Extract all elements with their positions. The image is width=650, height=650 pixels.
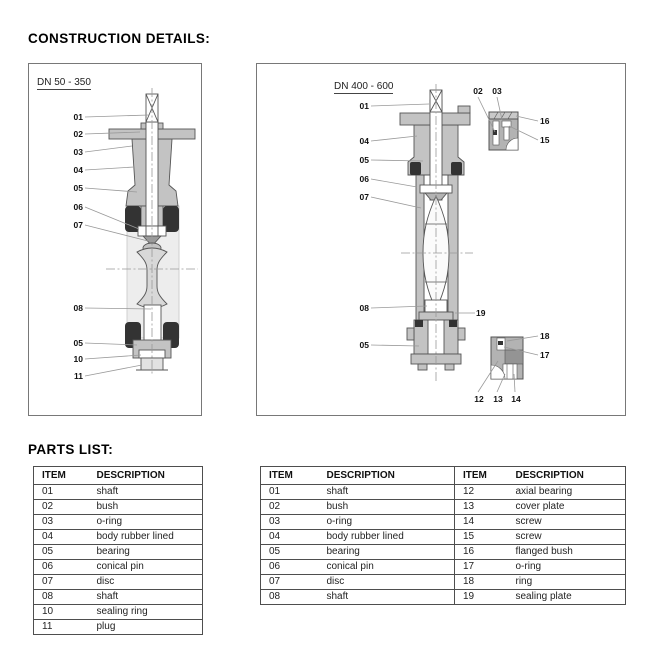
item-cell: 01: [34, 485, 89, 500]
valve-drawing-dn400-600: [257, 64, 625, 415]
table-header-row: [261, 467, 626, 485]
table-row: [261, 575, 626, 590]
item-cell: 01: [261, 485, 319, 500]
item-cell: 11: [34, 620, 89, 635]
callout-06: 06: [73, 202, 83, 212]
callout-07: 07: [359, 192, 369, 202]
callout-01: 01: [73, 112, 83, 122]
description-cell: conical pin: [319, 560, 455, 575]
description-cell: shaft: [89, 485, 203, 500]
table-row: [34, 620, 203, 635]
callout-04: 04: [359, 136, 369, 146]
table-row: [34, 575, 203, 590]
col-header-description: DESCRIPTION: [319, 467, 455, 485]
table-row: [34, 485, 203, 500]
table-row: [34, 515, 203, 530]
col-header-item: ITEM: [34, 467, 89, 485]
description-cell: bush: [319, 500, 455, 515]
description-cell: conical pin: [89, 560, 203, 575]
item-cell: 02: [34, 500, 89, 515]
dn-range-label: DN 50 - 350: [37, 77, 91, 88]
description-cell-2: axial bearing: [508, 485, 626, 500]
description-cell-2: flanged bush: [508, 545, 626, 560]
callout-05: 05: [359, 155, 369, 165]
description-cell: shaft: [89, 590, 203, 605]
callout-06: 06: [359, 174, 369, 184]
construction-details-title: CONSTRUCTION DETAILS:: [28, 31, 211, 46]
diagram-box-dn50-350: [28, 63, 202, 416]
description-cell-2: screw: [508, 515, 626, 530]
callout-14: 14: [511, 394, 521, 404]
callout-04: 04: [73, 165, 83, 175]
description-cell: sealing ring: [89, 605, 203, 620]
table-row: [34, 500, 203, 515]
item-cell: 06: [34, 560, 89, 575]
col-header-item-2: ITEM: [455, 467, 508, 485]
callout-10: 10: [73, 354, 83, 364]
valve-drawing-dn50-350: [29, 64, 201, 415]
callout-16: 16: [540, 116, 550, 126]
table-row: [34, 545, 203, 560]
table-row: [261, 545, 626, 560]
item-cell: 04: [34, 530, 89, 545]
callout-05: 05: [73, 183, 83, 193]
table-row: [34, 590, 203, 605]
callout-19: 19: [476, 308, 486, 318]
description-cell-2: o-ring: [508, 560, 626, 575]
item-cell: 03: [34, 515, 89, 530]
item-cell: 10: [34, 605, 89, 620]
detail-inset-bottom: [491, 337, 523, 379]
col-header-description: DESCRIPTION: [89, 467, 203, 485]
callout-13: 13: [493, 394, 503, 404]
callout-08: 08: [359, 303, 369, 313]
dn-range-label: DN 400 - 600: [334, 81, 394, 92]
diagram-box-dn400-600: [256, 63, 626, 416]
item-cell-2: 16: [455, 545, 508, 560]
callout-01: 01: [359, 101, 369, 111]
item-cell: 06: [261, 560, 319, 575]
item-cell-2: 15: [455, 530, 508, 545]
description-cell: o-ring: [89, 515, 203, 530]
table-row: [261, 500, 626, 515]
callout-05b: 05: [73, 338, 83, 348]
description-cell-2: sealing plate: [508, 590, 626, 605]
table-row: [34, 560, 203, 575]
item-cell-2: 14: [455, 515, 508, 530]
item-cell: 02: [261, 500, 319, 515]
callout-17: 17: [540, 350, 550, 360]
description-cell: shaft: [319, 590, 455, 605]
item-cell-2: 19: [455, 590, 508, 605]
callout-12: 12: [474, 394, 484, 404]
callout-18: 18: [540, 331, 550, 341]
description-cell-2: screw: [508, 530, 626, 545]
table-row: [34, 530, 203, 545]
col-header-item: ITEM: [261, 467, 319, 485]
item-cell: 07: [34, 575, 89, 590]
parts-table-left: [33, 466, 203, 635]
callout-15: 15: [540, 135, 550, 145]
description-cell: plug: [89, 620, 203, 635]
description-cell: o-ring: [319, 515, 455, 530]
description-cell: disc: [319, 575, 455, 590]
description-cell: body rubber lined: [319, 530, 455, 545]
callout-03: 03: [492, 86, 502, 96]
item-cell: 08: [261, 590, 319, 605]
callout-02: 02: [473, 86, 483, 96]
detail-inset-top: [489, 112, 518, 150]
parts-table-right: [260, 466, 626, 605]
table-row: [261, 515, 626, 530]
parts-list-title: PARTS LIST:: [28, 442, 114, 457]
item-cell: 07: [261, 575, 319, 590]
item-cell: 05: [34, 545, 89, 560]
callout-11: 11: [74, 371, 83, 381]
item-cell: 08: [34, 590, 89, 605]
item-cell: 04: [261, 530, 319, 545]
description-cell: bearing: [89, 545, 203, 560]
description-cell: bearing: [319, 545, 455, 560]
table-row: [261, 530, 626, 545]
table-row: [261, 590, 626, 605]
callout-08: 08: [73, 303, 83, 313]
description-cell: body rubber lined: [89, 530, 203, 545]
table-row: [261, 560, 626, 575]
col-header-description-2: DESCRIPTION: [508, 467, 626, 485]
item-cell-2: 17: [455, 560, 508, 575]
description-cell: shaft: [319, 485, 455, 500]
item-cell: 03: [261, 515, 319, 530]
table-header-row: [34, 467, 203, 485]
item-cell: 05: [261, 545, 319, 560]
description-cell-2: cover plate: [508, 500, 626, 515]
callout-07: 07: [73, 220, 83, 230]
table-row: [261, 485, 626, 500]
description-cell: disc: [89, 575, 203, 590]
item-cell-2: 18: [455, 575, 508, 590]
callout-02: 02: [73, 129, 83, 139]
description-cell-2: ring: [508, 575, 626, 590]
description-cell: bush: [89, 500, 203, 515]
item-cell-2: 12: [455, 485, 508, 500]
callout-05b: 05: [359, 340, 369, 350]
item-cell-2: 13: [455, 500, 508, 515]
table-row: [34, 605, 203, 620]
callout-03: 03: [73, 147, 83, 157]
